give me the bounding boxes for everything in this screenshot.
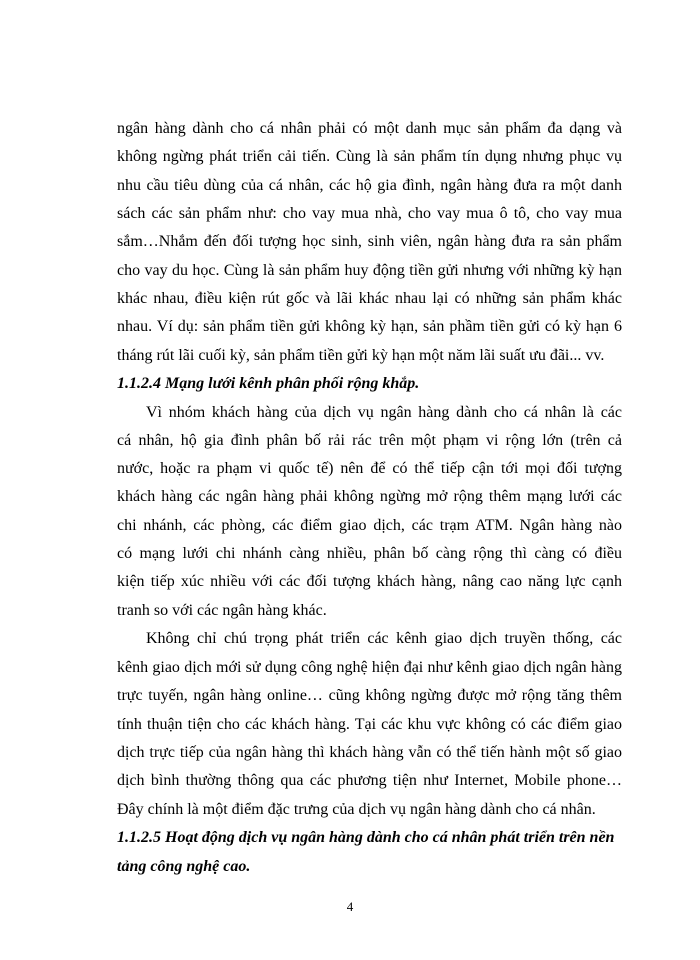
paragraph-1-line: ngân hàng dành cho cá nhân phải có một danh mục sản phẩm đa dạng và [117, 120, 622, 137]
section-heading-1125: 1.1.2.5 Hoạt động dịch vụ ngân hàng dành cho cá nhân phát triển trên nền [117, 829, 615, 846]
paragraph-2-line: nước, hoặc ra phạm vi quốc tế) nên để có thể tiếp cận tới mọi đối tượng [117, 460, 622, 477]
paragraph-3-line: trực tuyến, ngân hàng online… cũng không ngừng được mở rộng tăng thêm [117, 687, 622, 704]
paragraph-3-line: dịch bình thường thông qua các phương tiện như Internet, Mobile phone… [117, 772, 622, 789]
paragraph-2-line: tranh so với các ngân hàng khác. [117, 602, 327, 619]
paragraph-1-line: nhau. Ví dụ: sản phẩm tiền gửi không kỳ hạn, sản phầm tiền gửi có kỳ hạn 6 [117, 318, 622, 335]
paragraph-2-line: Vì nhóm khách hàng của dịch vụ ngân hàng dành cho cá nhân là các [146, 404, 622, 421]
section-heading-1124: 1.1.2.4 Mạng lưới kênh phân phối rộng khắp. [117, 375, 420, 392]
paragraph-1-line: sắm…Nhắm đến đối tượng học sinh, sinh viên, ngân hàng đưa ra sản phẩm [117, 233, 622, 250]
paragraph-2-line: kiện tiếp xúc nhiều với các đối tượng khách hàng, nâng cao năng lực cạnh [117, 573, 622, 590]
paragraph-3-line: Đây chính là một điểm đặc trưng của dịch vụ ngân hàng dành cho cá nhân. [117, 801, 596, 818]
paragraph-2-line: có mạng lưới chi nhánh càng nhiều, phân bố càng rộng thì càng có điều [117, 545, 622, 562]
paragraph-1-line: nhu cầu tiêu dùng của cá nhân, các hộ gia đình, ngân hàng đưa ra một danh [117, 177, 622, 194]
section-heading-1125-cont: tảng công nghệ cao. [117, 858, 251, 875]
page-number: 4 [346, 899, 354, 914]
paragraph-3-line: Không chỉ chú trọng phát triển các kênh giao dịch truyền thống, các [146, 630, 622, 647]
paragraph-2-line: khách hàng các ngân hàng phải không ngừng mở rộng thêm mạng lưới các [117, 488, 622, 505]
paragraph-1-line: tháng rút lãi cuối kỳ, sản phẩm tiền gửi kỳ hạn một năm lãi suất ưu đãi... vv. [117, 347, 605, 364]
paragraph-1-line: sách các sản phẩm như: cho vay mua nhà, cho vay mua ô tô, cho vay mua [117, 205, 622, 222]
paragraph-1-line: không ngừng phát triển cải tiến. Cùng là sản phẩm tín dụng nhưng phục vụ [117, 148, 622, 165]
paragraph-2-line: chi nhánh, các phòng, các điểm giao dịch, các trạm ATM. Ngân hàng nào [117, 517, 622, 534]
paragraph-1-line: khác nhau, điều kiện rút gốc và lãi khác nhau lại có những sản phẩm khác [117, 290, 622, 307]
paragraph-3-line: kênh giao dịch mới sử dụng công nghệ hiện đại như kênh giao dịch ngân hàng [117, 659, 622, 676]
paragraph-1-line: cho vay du học. Cùng là sản phẩm huy động tiền gửi nhưng với những kỳ hạn [117, 262, 622, 279]
paragraph-3-line: tính thuận tiện cho các khách hàng. Tại các khu vực không có các điểm giao [117, 716, 622, 733]
paragraph-2-line: cá nhân, hộ gia đình phân bố rải rác trên một phạm vi rộng lớn (trên cả [117, 432, 622, 449]
paragraph-3-line: dịch trực tiếp của ngân hàng thì khách hàng vẫn có thể tiến hành một số giao [117, 744, 622, 761]
